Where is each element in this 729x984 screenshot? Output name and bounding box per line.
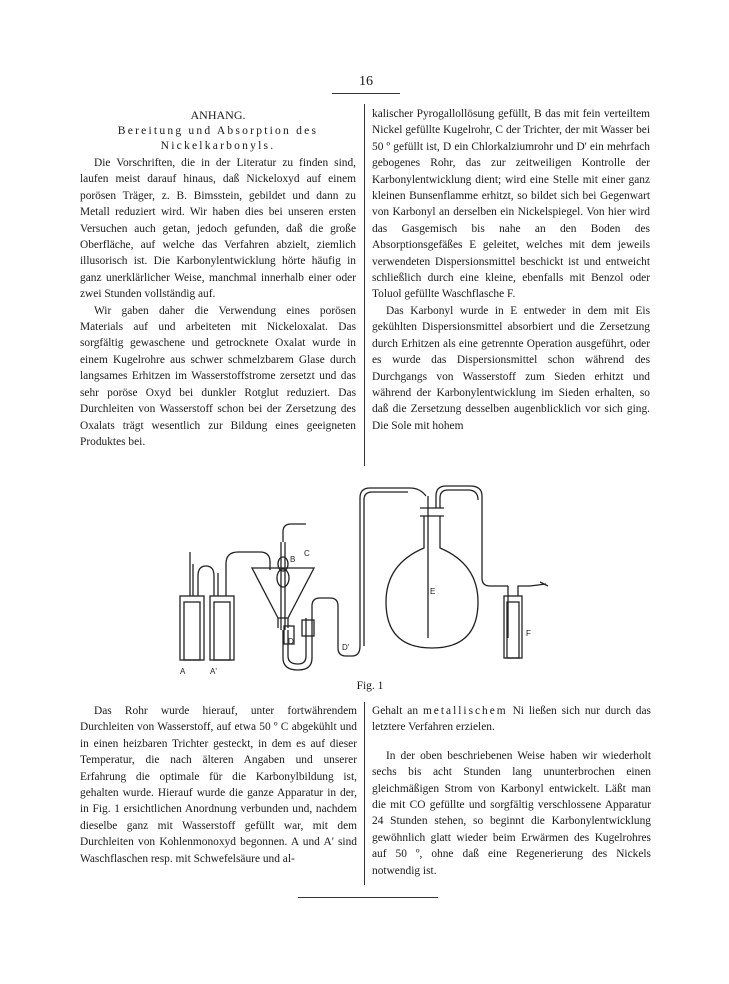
paragraph: Wir gaben daher die Verwendung eines porösen Materials auf und arbeiteten mit Nickeloxalat. Das sorgfältig gewaschene und getrocknete Oxalat wurde in einem Kugelrohre aus schwer schmelzbarem Glase durch langsames Erhitzen im Wasserstoffstrome zersetzt und das sehr poröse Oxyd bei dunkler Rotglut reduziert. Das Durchleiten von Wasserstoff schon bei der Zersetzung des Oxalats trägt wesentlich zur Bildung eines geeigneten Produktes bei. xyxy=(80,304,356,448)
column-top-left xyxy=(80,108,356,450)
text-span: Ni ließen sich nur durch das letztere Verfahren erzielen. xyxy=(372,705,651,734)
label-b: B xyxy=(290,555,296,564)
column-bottom-left xyxy=(80,703,357,867)
funnel-c xyxy=(252,568,314,618)
wash-bottle-a2-inner xyxy=(214,602,230,660)
label-c: C xyxy=(304,549,310,558)
paragraph: kalischer Pyrogallollösung gefüllt, B das mit fein verteiltem Nickel gefüllte Kugelrohr, C der Trichter, der mit Wasser bei 50 º gefüllt ist, D ein Chlorkalziumrohr und D' ein mehrfach gebogenes Rohr, das zur zeitweiligen Kontrolle der Karbonylentwicklung dient; wird eine Stelle mit einer ganz kleinen Bunsenflamme erhitzt, so bildet sich bei Gegenwart von Karbonyl an derselben ein Nickelspiegel. Von hier wird das Gasgemisch bis nahe an den Boden des Absorptionsgefäßes E geleitet, welches mit dem jeweils verwendeten Dispersionsmittel beschickt ist und entweicht schließlich durch eine kleine, ebenfalls mit Benzol oder Toluol gefüllte Waschflasche F. xyxy=(372,108,650,301)
section-heading: ANHANG. xyxy=(190,108,246,122)
column-bottom-right xyxy=(372,703,651,879)
paragraph: In der oben beschriebenen Weise haben wir wiederholt sechs bis acht Stunden lang ununterbrochen einen gleichmäßigen Strom von Karbonyl entwickelt. Läßt man die mit CO gefüllte und sorgfältig verschlossene Apparatur 24 Stunden stehen, so beginnt die Karbonylentwicklung gewöhnlich glatt wieder beim Erwärmen des Kugelrohres auf 50 º, ohne daß eine Regenerierung des Nickels notwendig ist. xyxy=(372,749,651,877)
connection-tube xyxy=(352,488,426,656)
header-rule xyxy=(332,93,400,94)
paragraph: Die Vorschriften, die in der Literatur zu finden sind, laufen meist darauf hinaus, daß Nickeloxyd auf einem porösen Träger, z. B. Bimsstein, gebildet und dann zu Metall reduziert wird. Wir haben dies bei unseren ersten Versuchen auch getan, jedoch gefunden, daß die große Oberfläche, auf welche das Verfahren abzielt, ziemlich illusorisch ist. Die Karbonylentwicklung hörte häufig in ganz unerklärlicher Weise, manchmal innerhalb einer oder zwei Stunden vollständig auf. xyxy=(80,157,356,301)
label-d: D xyxy=(288,637,294,646)
figure-caption: Fig. 1 xyxy=(356,680,384,692)
label-e: E xyxy=(430,587,436,596)
flask-e xyxy=(386,516,478,648)
paragraph: Das Karbonyl wurde in E entweder in dem mit Eis gekühlten Dispersionsmittel absorbiert und die Zersetzung durch Erhitzen als eine getrennte Operation ausgeführt, oder es wurde das Dispersionsmittel schon während des Durchgangs von Wasserstoff zum Sieden erhitzt und während der Karbonylentwicklung im Sieden erhalten, so daß die Zersetzung desselben augenblicklich vor sich ging. Die Sole mit hohem xyxy=(372,304,650,432)
paragraph xyxy=(372,703,651,736)
paragraph: Das Rohr wurde hierauf, unter fortwährendem Durchleiten von Wasserstoff, auf etwa 50 º C abgekühlt und in einen heizbaren Trichter gesteckt, in dem es auf dieser Temperatur, die nach älteren Angaben und unserer Erfahrung die optimale für die Karbonylbildung ist, gehalten wurde. Hierauf wurde die ganze Apparatur in der, in Fig. 1 ersichtlichen Anordnung verbunden und, nachdem dieselbe ganz mit Wasserstoff gefüllt war, mit dem Durchleiten von Kohlenmonoxyd begonnen. A und A' sind Waschflaschen resp. mit Schwefelsäure und al- xyxy=(80,705,357,865)
wash-bottle-a-inner xyxy=(184,602,200,660)
label-a2: A' xyxy=(210,667,217,676)
label-f: F xyxy=(526,629,531,638)
column-top-right xyxy=(372,106,650,434)
footer-rule xyxy=(298,897,438,898)
section-subheading: Bereitung und Absorption des Nickelkarbonyls. xyxy=(117,124,319,152)
label-d2: D' xyxy=(342,643,350,652)
apparatus-figure xyxy=(170,478,590,678)
page-number: 16 xyxy=(359,74,373,89)
column-divider xyxy=(364,702,365,885)
column-divider xyxy=(364,104,365,466)
text-span: Gehalt an xyxy=(372,705,419,717)
label-a: A xyxy=(180,667,186,676)
emphasized-word: metallischem xyxy=(422,705,508,717)
